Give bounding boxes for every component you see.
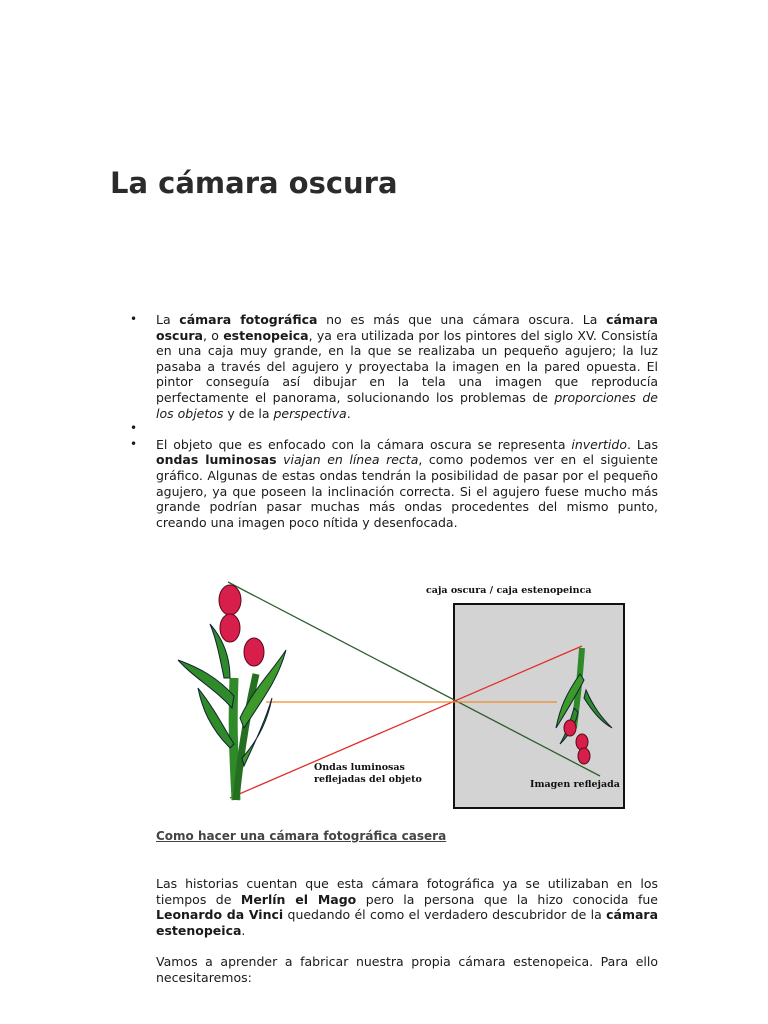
homemade-camera-link[interactable]: Como hacer una cámara fotográfica casera — [156, 829, 447, 843]
bold-term: estenopeica — [223, 327, 309, 343]
text-run: . Las — [626, 436, 658, 452]
italic-term: proporciones de los objetos — [156, 389, 658, 421]
list-item — [156, 312, 658, 421]
text-run: quedando él como el verdadero descubridor de la — [283, 907, 607, 923]
bold-term: Leonardo da Vinci — [156, 907, 284, 923]
intro-paragraph: Vamos a aprender a fabricar nuestra propia cámara estenopeica. Para ello necesitaremos: — [156, 954, 658, 985]
page-title: La cámara oscura — [110, 166, 398, 200]
bold-term: cámara oscura — [156, 312, 658, 343]
bullet-list — [156, 312, 658, 530]
italic-term: invertido — [571, 436, 627, 452]
text-run: . — [241, 922, 246, 938]
text-run: pero la persona que la hizo conocida fue — [356, 891, 658, 907]
history-paragraph — [156, 876, 658, 938]
italic-term: perspectiva — [273, 405, 347, 421]
waves-label-line2: reflejadas del objeto — [314, 774, 422, 785]
bold-term: ondas luminosas — [156, 452, 277, 468]
text-run: , como podemos ver en el siguiente gráfico. Algunas de estas ondas tendrán la posibilidad de pasar por el pequeño agujero, ya que poseen la inclinación correcta. Si el agujero fuese mucho más grande podrían pasar muchas más ondas procedentes del mismo punto, creando una imagen poco nítida y desenfocada. — [156, 452, 658, 530]
list-item-empty — [156, 421, 658, 437]
text-run: y de la — [223, 405, 274, 421]
tulip-bouquet — [178, 585, 286, 800]
bold-term: cámara estenopeica — [156, 907, 659, 938]
italic-term: viajan en línea recta — [283, 452, 419, 468]
box-label: caja oscura / caja estenopeinca — [426, 585, 592, 596]
camera-obscura-diagram — [174, 578, 630, 810]
text-run: , o — [202, 327, 224, 343]
dark-box — [454, 604, 624, 808]
waves-label-line1: Ondas luminosas — [314, 762, 405, 773]
text-run: Las historias cuentan que esta cámara fotográfica ya se utilizaban en los tiempos de — [156, 876, 658, 907]
text-run: La — [156, 312, 180, 327]
text-run: , ya era utilizada por los pintores del siglo XV. Consistía en una caja muy grande, en la que se realizaba un pequeño agujero; la luz pasaba a través del agujero y proyectaba la imagen en la pared opuesta. El pintor conseguía así dibujar en la tela una imagen que reproducía perfectamente el panorama, solucionando los problemas de — [156, 327, 658, 405]
bold-term: Merlín el Mago — [240, 891, 357, 907]
image-label: Imagen reflejada — [530, 779, 620, 790]
text-run: . — [346, 405, 351, 421]
text-run: no es más que una cámara oscura. La — [317, 312, 607, 327]
text-run: El objeto que es enfocado con la cámara oscura se representa — [156, 436, 572, 452]
list-item — [156, 437, 658, 531]
bold-term: cámara fotográfica — [179, 312, 318, 327]
